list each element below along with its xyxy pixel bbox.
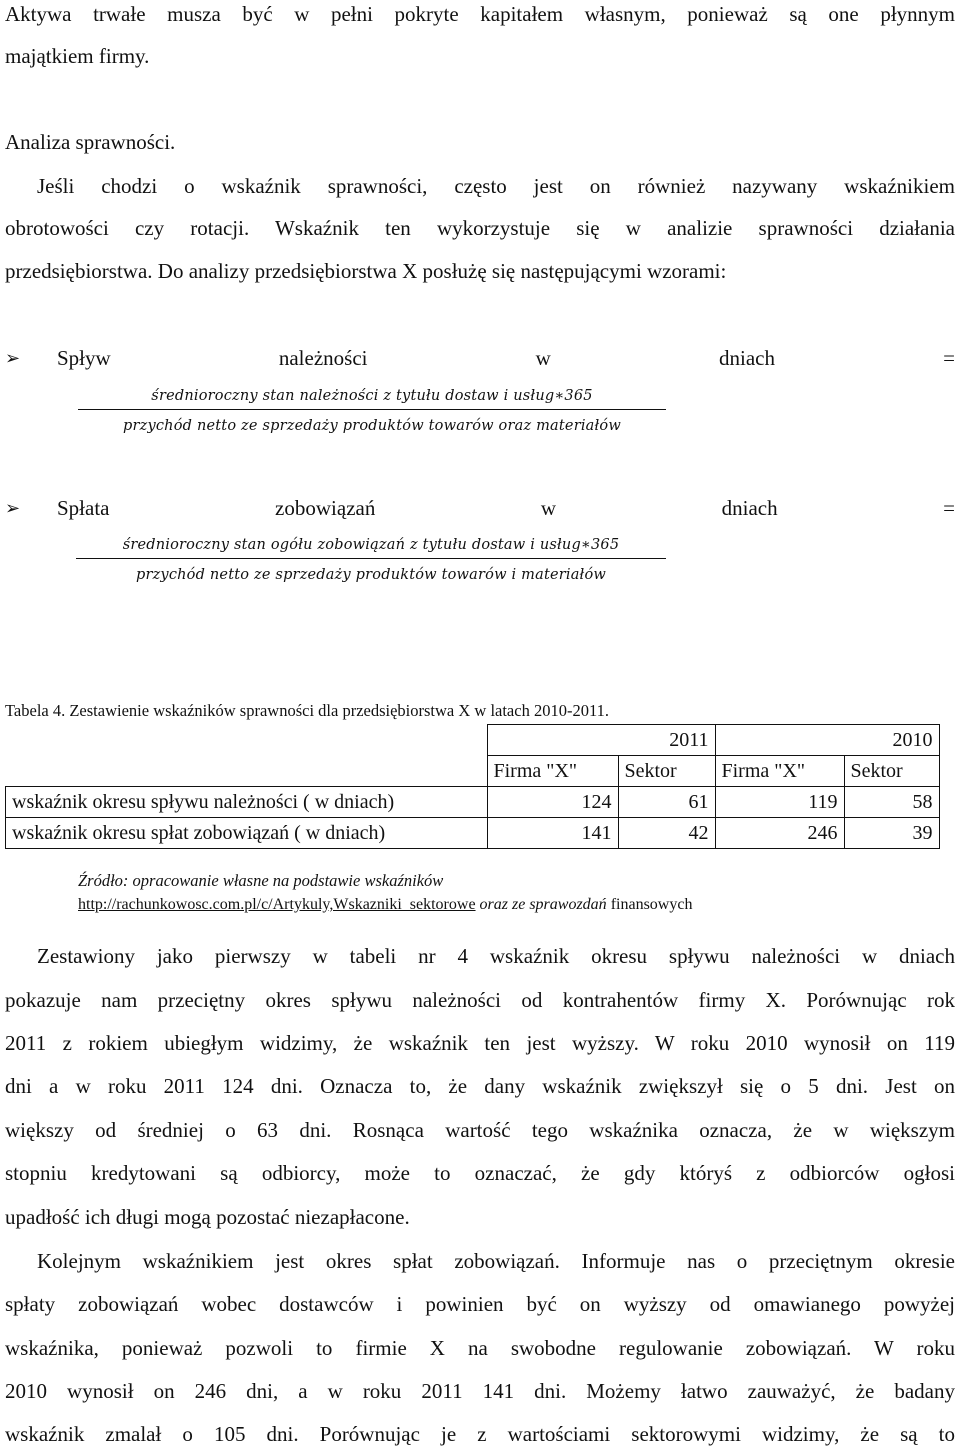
table-cell: 141 <box>487 818 618 849</box>
formula-2-word-3: w <box>540 496 557 520</box>
table-header-sektor: Sektor <box>844 756 939 787</box>
table-header-year-row <box>6 725 940 756</box>
fraction-bar <box>76 558 666 559</box>
formula-2-label <box>5 494 955 522</box>
para-1-line-2: pokazuje nam przeciętny okres spływu należności od kontrahentów firmy X. Porównując rok <box>5 988 955 1012</box>
table-header-col-row <box>6 756 940 787</box>
fraction-bar <box>78 409 666 410</box>
para-1-line-6: stopniu kredytowani są odbiorcy, może to oznaczać, że gdy któryś z odbiorców ogłosi <box>5 1161 955 1185</box>
formula-1-word-3: w <box>535 346 551 370</box>
para-1-line-5: większy od średniej o 63 dni. Rosnąca wartość tego wskaźnika oznacza, że w większym <box>5 1118 955 1142</box>
formula-2-fraction <box>76 535 666 585</box>
intro-line-4: obrotowości czy rotacji. Wskaźnik ten wykorzystuje się w analizie sprawności działania <box>5 216 955 240</box>
formula-1-fraction <box>78 386 666 436</box>
table-cell: 39 <box>844 818 939 849</box>
formula-2-word-2: zobowiązań <box>275 496 376 520</box>
source-text-end: finansowych <box>610 896 693 913</box>
para-1-line-3: 2011 z rokiem ubiegłym widzimy, że wskaźnik ten jest wyższy. W roku 2010 wynosił on 119 <box>5 1031 955 1055</box>
formula-2-word-4: dniach <box>721 496 778 520</box>
formula-1-denominator: przychód netto ze sprzedaży produktów towarów oraz materiałów <box>123 418 621 434</box>
table-cell: 246 <box>715 818 844 849</box>
section-heading: Analiza sprawności. <box>5 130 176 154</box>
formula-2-word-1: Spłata <box>57 496 110 520</box>
formula-1-word-1: Spływ <box>57 346 111 370</box>
source-text-mid: oraz ze sprawozdań <box>479 896 607 913</box>
para-2-line-2: spłaty zobowiązań wobec dostawców i powinien być on wyższy od omawianego powyżej <box>5 1292 955 1316</box>
para-2-line-5: wskaźnik zmalał o 105 dni. Porównując je z wartościami sektorowymi widzimy, że są to <box>5 1422 955 1446</box>
para-1-line-1: Zestawiony jako pierwszy w tabeli nr 4 wskaźnik okresu spływu należności w dniach <box>37 944 955 968</box>
table-cell: 119 <box>715 787 844 818</box>
table-cell: 42 <box>618 818 715 849</box>
formula-2-numerator: średnioroczny stan ogółu zobowiązań z tytułu dostaw i usług∗365 <box>122 537 620 553</box>
table-row-label: wskaźnik okresu spłat zobowiązań ( w dniach) <box>6 818 488 849</box>
source-link[interactable]: http://rachunkowosc.com.pl/c/Artykuly,Wskazniki_sektorowe <box>78 896 476 913</box>
formula-1-numerator: średnioroczny stan należności z tytułu dostaw i usług∗365 <box>151 388 593 404</box>
formula-1-equals: = <box>943 346 955 370</box>
data-table <box>5 724 940 849</box>
intro-line-1: Aktywa trwałe musza być w pełni pokryte kapitałem własnym, ponieważ są one płynnym <box>5 2 955 26</box>
table-header-firma: Firma "X" <box>715 756 844 787</box>
table-source-line-1: Źródło: opracowanie własne na podstawie wskaźników <box>78 871 444 890</box>
table-row <box>6 818 940 849</box>
para-2-line-1: Kolejnym wskaźnikiem jest okres spłat zobowiązań. Informuje nas o przeciętnym okresie <box>37 1249 955 1273</box>
table-header-firma: Firma "X" <box>487 756 618 787</box>
arrow-bullet-icon: ➢ <box>5 348 21 368</box>
table-caption: Tabela 4. Zestawienie wskaźników sprawności dla przedsiębiorstwa X w latach 2010-2011. <box>5 701 609 720</box>
table-header-sektor: Sektor <box>618 756 715 787</box>
table-row <box>6 787 940 818</box>
para-1-line-7: upadłość ich długi mogą pozostać niezapłacone. <box>5 1205 410 1229</box>
formula-2-denominator: przychód netto ze sprzedaży produktów towarów i materiałów <box>135 567 607 583</box>
intro-line-2: majątkiem firmy. <box>5 44 150 68</box>
para-2-line-3: wskaźnika, ponieważ pozwoli to firmie X na swobodne regulowanie zobowiązań. W roku <box>5 1336 955 1360</box>
intro-line-5: przedsiębiorstwa. Do analizy przedsiębiorstwa X posłużę się następującymi wzorami: <box>5 259 727 283</box>
formula-2-equals: = <box>943 496 955 520</box>
formula-1-label <box>5 344 955 372</box>
arrow-bullet-icon: ➢ <box>5 498 21 518</box>
intro-line-3: Jeśli chodzi o wskaźnik sprawności, często jest on również nazywany wskaźnikiem <box>37 174 955 198</box>
table-cell: 124 <box>487 787 618 818</box>
table-cell: 61 <box>618 787 715 818</box>
table-empty-cell <box>6 756 488 787</box>
formula-1-word-4: dniach <box>719 346 775 370</box>
formula-1-word-2: należności <box>278 346 368 370</box>
table-empty-cell <box>6 725 488 756</box>
table-header-year-2010: 2010 <box>715 725 939 756</box>
table-cell: 58 <box>844 787 939 818</box>
para-1-line-4: dni a w roku 2011 124 dni. Oznacza to, że dany wskaźnik zwiększył się o 5 dni. Jest on <box>5 1074 955 1098</box>
table-header-year-2011: 2011 <box>487 725 715 756</box>
table-row-label: wskaźnik okresu spływu należności ( w dniach) <box>6 787 488 818</box>
para-2-line-4: 2010 wynosił on 246 dni, a w roku 2011 141 dni. Możemy łatwo zauważyć, że badany <box>5 1379 955 1403</box>
table-source-line-2 <box>78 894 692 916</box>
